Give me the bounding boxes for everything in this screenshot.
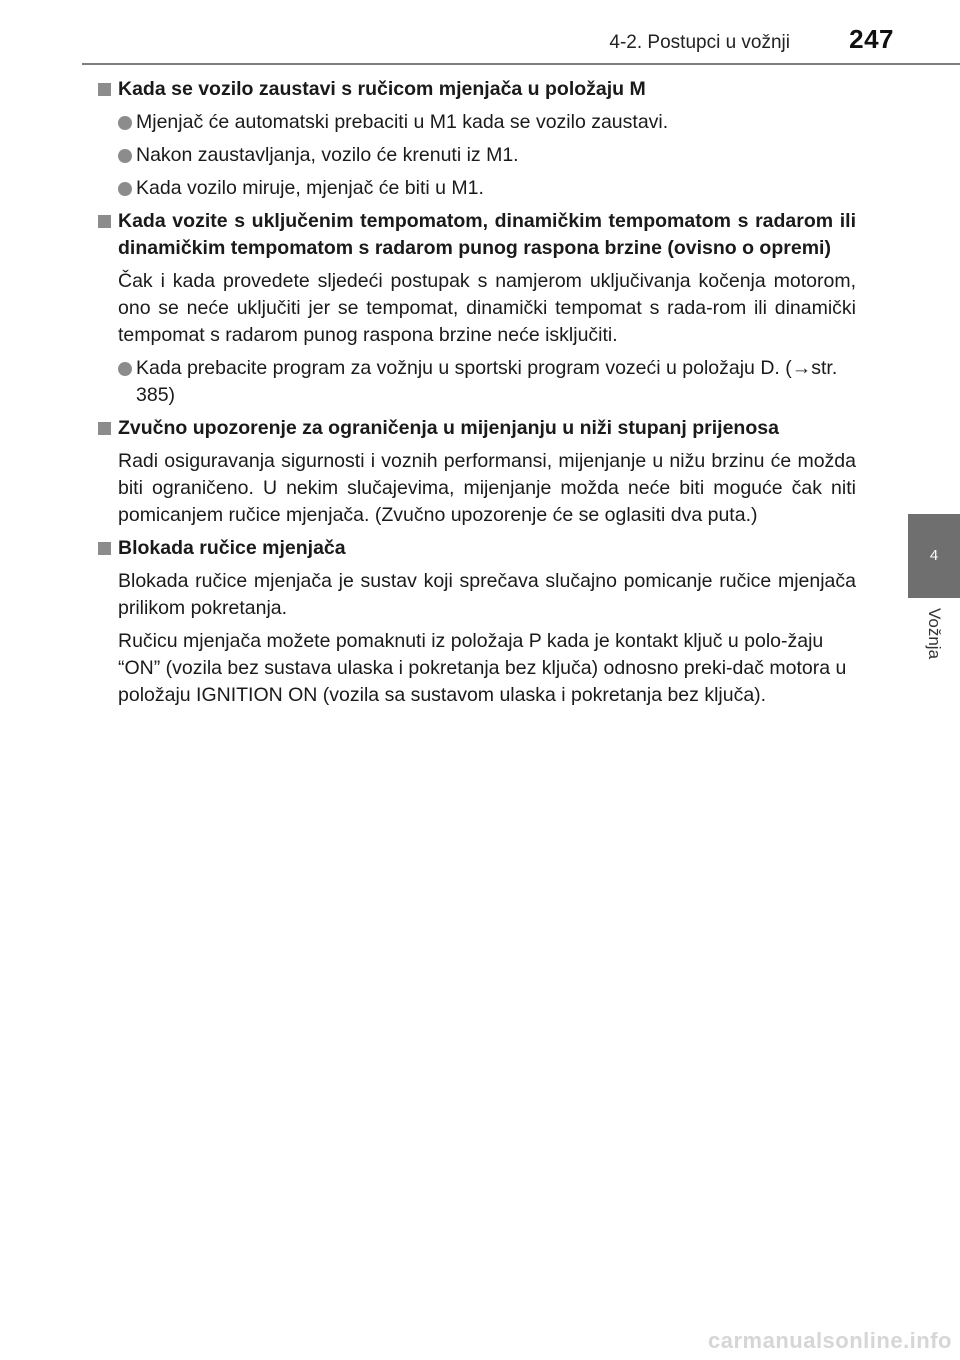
section-heading: Kada vozite s uključenim tempomatom, dinamičkim tempomatom s radarom ili dinamičkim tempomatom s radarom punog raspona brzine (ovisno o opremi)	[98, 208, 856, 262]
list-item: Kada prebacite program za vožnju u sportski program vozeći u položaju D. (→str. 385)	[98, 355, 856, 409]
circle-bullet-icon	[118, 362, 132, 376]
body-paragraph: Čak i kada provedete sljedeći postupak s namjerom uključivanja kočenja motorom, ono se neće uključiti jer se tempomat, dinamički tempomat s rada-rom ili dinamički tempomat s radarom punog raspona brzine neće isključiti.	[118, 270, 856, 346]
section-heading: Blokada ručice mjenjača	[98, 535, 856, 562]
square-bullet-icon	[98, 83, 111, 96]
square-bullet-icon	[98, 422, 111, 435]
section-title: 4-2. Postupci u vožnji	[609, 32, 790, 53]
square-bullet-icon	[98, 542, 111, 555]
square-bullet-icon	[98, 215, 111, 228]
watermark: carmanualsonline.info	[708, 1328, 952, 1353]
body-paragraph: Radi osiguravanja sigurnosti i voznih performansi, mijenjanje u nižu brzinu će možda biti ograničeno. U nekim slučajevima, mijenjanje možda neće biti moguće čak niti pomicanjem ručice mjenjača. (Zvučno upozorenje će se oglasiti dva puta.)	[118, 450, 856, 526]
list-item: Nakon zaustavljanja, vozilo će krenuti iz M1.	[98, 142, 856, 169]
header-divider	[82, 63, 960, 65]
chapter-tab: 4	[908, 514, 960, 598]
chapter-label: Vožnja	[925, 608, 944, 660]
circle-bullet-icon	[118, 149, 132, 163]
page-content	[98, 76, 856, 715]
body-paragraph: Ručicu mjenjača možete pomaknuti iz položaja P kada je kontakt ključ u polo-žaju “ON” (vozila bez sustava ulaska i pokretanja bez ključa) odnosno preki-dač motora u položaju IGNITION ON (vozila sa sustavom ulaska i pokretanja bez ključa).	[118, 630, 847, 706]
circle-bullet-icon	[118, 182, 132, 196]
list-item: Mjenjač će automatski prebaciti u M1 kada se vozilo zaustavi.	[98, 109, 856, 136]
body-paragraph: Blokada ručice mjenjača je sustav koji sprečava slučajno pomicanje ručice mjenjača prilikom pokretanja.	[118, 570, 856, 619]
section-heading: Zvučno upozorenje za ograničenja u mijenjanju u niži stupanj prijenosa	[98, 415, 856, 442]
section-heading: Kada se vozilo zaustavi s ručicom mjenjača u položaju M	[98, 76, 856, 103]
page-number: 247	[849, 24, 894, 54]
page-header	[82, 0, 960, 60]
circle-bullet-icon	[118, 116, 132, 130]
list-item: Kada vozilo miruje, mjenjač će biti u M1.	[98, 175, 856, 202]
